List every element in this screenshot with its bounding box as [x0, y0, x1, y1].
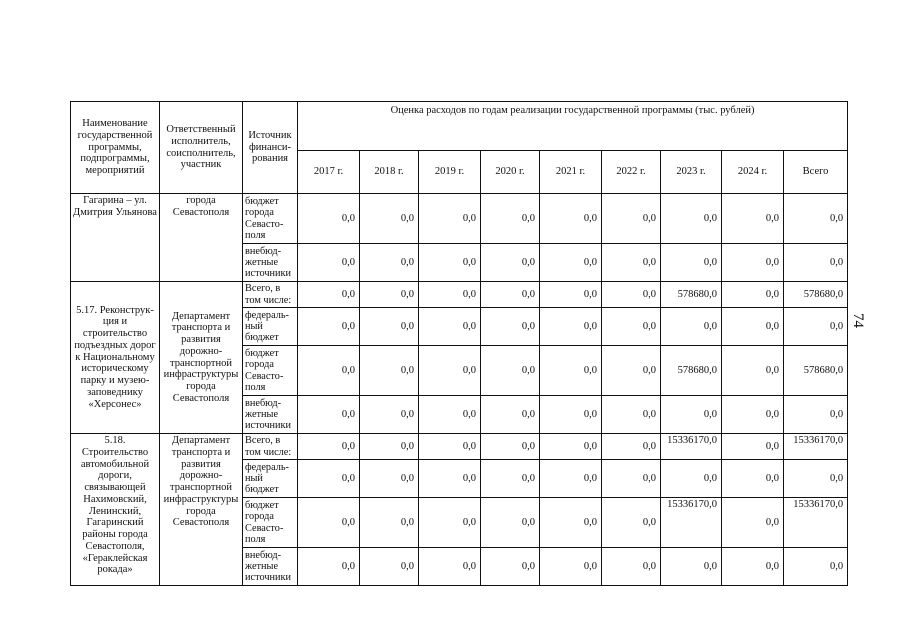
value-cell: 0,0 — [419, 396, 481, 434]
value-cell: 0,0 — [481, 498, 540, 548]
value-cell: 0,0 — [360, 548, 419, 586]
value-cell: 0,0 — [722, 396, 784, 434]
header-responsible: Ответственный исполнитель, соисполнитель, участник — [160, 102, 243, 194]
value-cell: 0,0 — [481, 346, 540, 396]
value-cell: 0,0 — [722, 194, 784, 244]
funding-source: бюджет города Севасто-поля — [243, 498, 298, 548]
value-cell: 0,0 — [722, 498, 784, 548]
value-cell: 0,0 — [722, 548, 784, 586]
value-cell: 15336170,0 — [661, 498, 722, 548]
responsible-party: города Севастополя — [160, 194, 243, 282]
funding-source: внебюд-жетные источники — [243, 244, 298, 282]
total-header: Всего — [784, 151, 848, 194]
total-cell: 578680,0 — [784, 282, 848, 308]
value-cell: 0,0 — [481, 434, 540, 460]
value-cell: 0,0 — [722, 244, 784, 282]
value-cell: 0,0 — [298, 244, 360, 282]
funding-source: внебюд-жетные источники — [243, 548, 298, 586]
value-cell: 0,0 — [360, 308, 419, 346]
value-cell: 0,0 — [602, 498, 661, 548]
value-cell: 0,0 — [661, 308, 722, 346]
value-cell: 0,0 — [540, 498, 602, 548]
value-cell: 0,0 — [481, 460, 540, 498]
value-cell: 0,0 — [298, 396, 360, 434]
value-cell: 0,0 — [360, 194, 419, 244]
table-row — [71, 434, 848, 460]
value-cell: 0,0 — [481, 308, 540, 346]
value-cell: 0,0 — [540, 460, 602, 498]
value-cell: 0,0 — [540, 396, 602, 434]
total-cell: 0,0 — [784, 548, 848, 586]
value-cell: 0,0 — [661, 194, 722, 244]
table-row — [71, 194, 848, 244]
value-cell: 0,0 — [602, 396, 661, 434]
value-cell: 0,0 — [419, 308, 481, 346]
total-cell: 578680,0 — [784, 346, 848, 396]
value-cell: 0,0 — [419, 194, 481, 244]
header-source: Источник финанси-рования — [243, 102, 298, 194]
value-cell: 0,0 — [481, 244, 540, 282]
value-cell: 0,0 — [481, 282, 540, 308]
value-cell: 0,0 — [602, 244, 661, 282]
year-header: 2020 г. — [481, 151, 540, 194]
value-cell: 0,0 — [298, 498, 360, 548]
funding-source: внебюд-жетные источники — [243, 396, 298, 434]
value-cell: 0,0 — [360, 434, 419, 460]
value-cell: 0,0 — [481, 548, 540, 586]
value-cell: 0,0 — [419, 498, 481, 548]
value-cell: 0,0 — [602, 460, 661, 498]
year-header: 2019 г. — [419, 151, 481, 194]
funding-source: Всего, в том числе: — [243, 434, 298, 460]
value-cell: 0,0 — [298, 194, 360, 244]
total-cell: 0,0 — [784, 194, 848, 244]
value-cell: 0,0 — [722, 434, 784, 460]
value-cell: 0,0 — [602, 308, 661, 346]
value-cell: 0,0 — [360, 498, 419, 548]
value-cell: 0,0 — [419, 548, 481, 586]
value-cell: 0,0 — [722, 308, 784, 346]
value-cell: 578680,0 — [661, 282, 722, 308]
value-cell: 0,0 — [661, 244, 722, 282]
value-cell: 0,0 — [298, 308, 360, 346]
value-cell: 0,0 — [360, 396, 419, 434]
value-cell: 0,0 — [722, 282, 784, 308]
year-header: 2023 г. — [661, 151, 722, 194]
value-cell: 0,0 — [298, 460, 360, 498]
total-cell: 0,0 — [784, 308, 848, 346]
value-cell: 0,0 — [481, 396, 540, 434]
page-number: 74 — [850, 313, 866, 328]
header-estimate: Оценка расходов по годам реализации государственной программы (тыс. рублей) — [298, 102, 848, 151]
value-cell: 0,0 — [540, 548, 602, 586]
value-cell: 0,0 — [540, 194, 602, 244]
value-cell: 0,0 — [602, 548, 661, 586]
responsible-party: Департамент транспорта и развития дорожно-транспортной инфраструктуры города Севастополя — [160, 434, 243, 586]
value-cell: 0,0 — [481, 194, 540, 244]
total-cell: 0,0 — [784, 244, 848, 282]
value-cell: 0,0 — [298, 548, 360, 586]
funding-source: Всего, в том числе: — [243, 282, 298, 308]
funding-source: федераль-ный бюджет — [243, 308, 298, 346]
program-name: Гагарина – ул. Дмитрия Ульянова — [71, 194, 160, 282]
value-cell: 0,0 — [661, 396, 722, 434]
value-cell: 0,0 — [722, 460, 784, 498]
value-cell: 15336170,0 — [661, 434, 722, 460]
value-cell: 578680,0 — [661, 346, 722, 396]
header-name: Наименование государственной программы, подпрограммы, мероприятий — [71, 102, 160, 194]
value-cell: 0,0 — [360, 346, 419, 396]
total-cell: 15336170,0 — [784, 498, 848, 548]
responsible-party: Департамент транспорта и развития дорожно-транспортной инфраструктуры города Севастополя — [160, 282, 243, 434]
value-cell: 0,0 — [602, 194, 661, 244]
value-cell: 0,0 — [298, 346, 360, 396]
total-cell: 0,0 — [784, 396, 848, 434]
value-cell: 0,0 — [419, 346, 481, 396]
year-header: 2024 г. — [722, 151, 784, 194]
value-cell: 0,0 — [419, 244, 481, 282]
year-header: 2017 г. — [298, 151, 360, 194]
program-name: 5.18. Строительство автомобильной дороги, связывающей Нахимовский, Ленинский, Гагаринский районы города Севастополя, «Гераклейская рокада» — [71, 434, 160, 586]
value-cell: 0,0 — [419, 434, 481, 460]
value-cell: 0,0 — [661, 548, 722, 586]
funding-source: федераль-ный бюджет — [243, 460, 298, 498]
value-cell: 0,0 — [360, 460, 419, 498]
table-row — [71, 282, 848, 308]
value-cell: 0,0 — [602, 434, 661, 460]
value-cell: 0,0 — [540, 434, 602, 460]
value-cell: 0,0 — [419, 282, 481, 308]
value-cell: 0,0 — [602, 346, 661, 396]
value-cell: 0,0 — [360, 244, 419, 282]
total-cell: 0,0 — [784, 460, 848, 498]
value-cell: 0,0 — [298, 434, 360, 460]
value-cell: 0,0 — [722, 346, 784, 396]
value-cell: 0,0 — [540, 282, 602, 308]
value-cell: 0,0 — [419, 460, 481, 498]
year-header: 2022 г. — [602, 151, 661, 194]
year-header: 2021 г. — [540, 151, 602, 194]
value-cell: 0,0 — [540, 346, 602, 396]
budget-table — [70, 101, 848, 586]
value-cell: 0,0 — [540, 244, 602, 282]
funding-source: бюджет города Севасто-поля — [243, 346, 298, 396]
value-cell: 0,0 — [602, 282, 661, 308]
value-cell: 0,0 — [298, 282, 360, 308]
value-cell: 0,0 — [540, 308, 602, 346]
funding-source: бюджет города Севасто-поля — [243, 194, 298, 244]
year-header: 2018 г. — [360, 151, 419, 194]
total-cell: 15336170,0 — [784, 434, 848, 460]
program-name: 5.17. Реконструк-ция и строительство подъездных дорог к Национальному историческому парку и музею-заповеднику «Херсонес» — [71, 282, 160, 434]
value-cell: 0,0 — [360, 282, 419, 308]
table-body — [71, 194, 848, 586]
value-cell: 0,0 — [661, 460, 722, 498]
